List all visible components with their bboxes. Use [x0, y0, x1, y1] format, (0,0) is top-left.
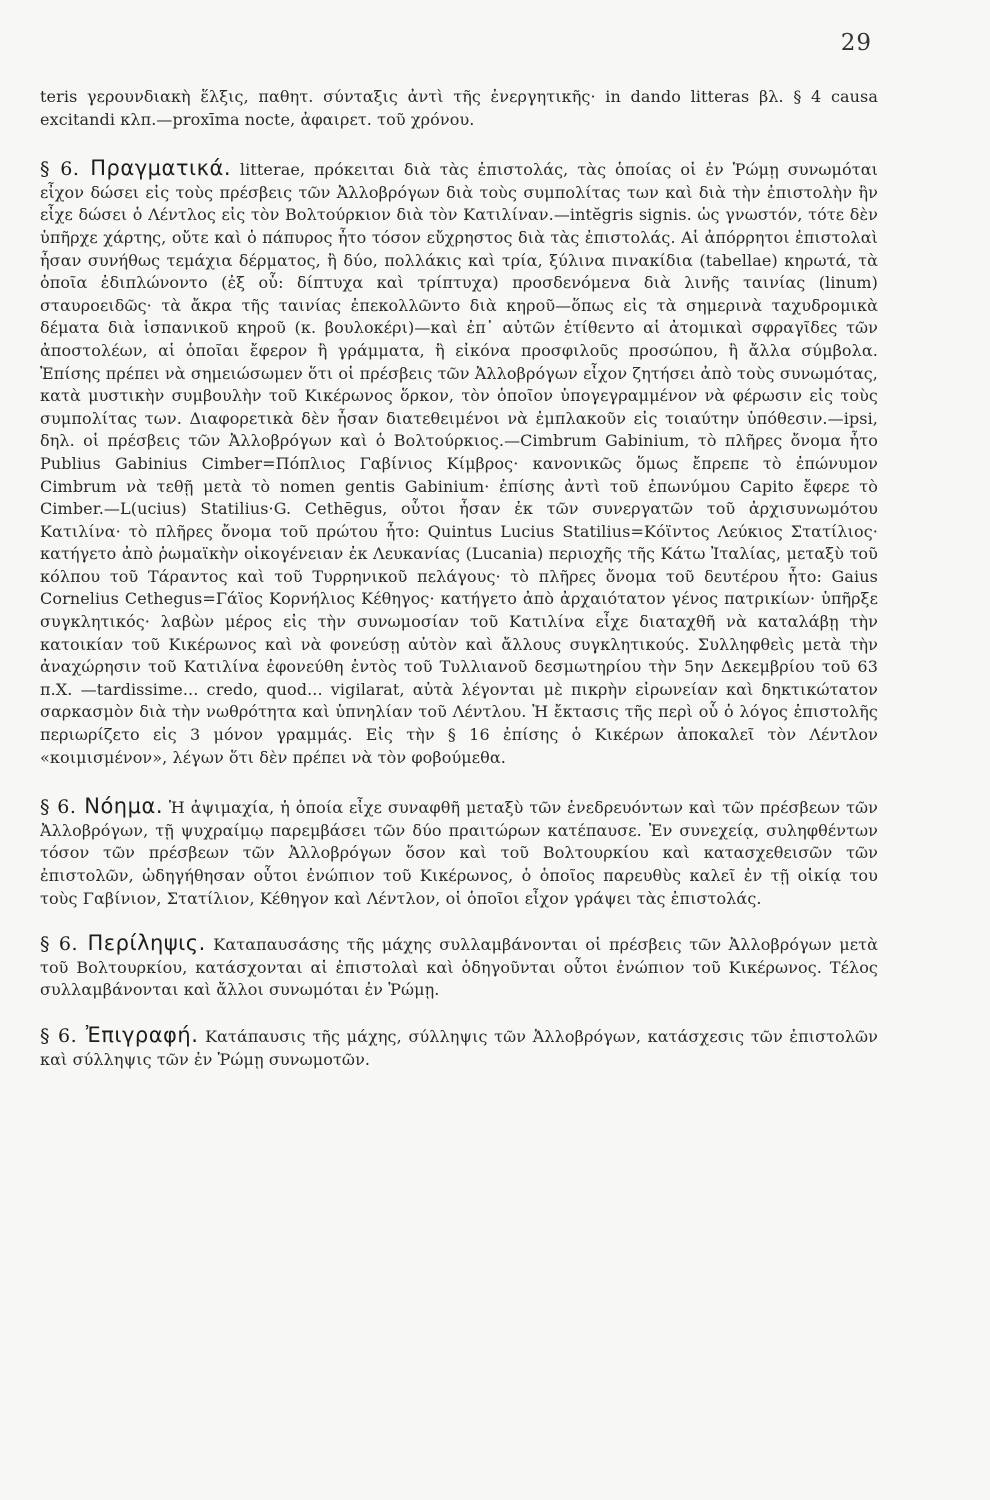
section-title: Πραγματικά. — [90, 156, 232, 181]
section-body: Ἡ ἀψιμαχία, ἡ ὁποία εἶχε συναφθῆ μεταξὺ τῶν ἐνεδρευόντων καὶ τῶν πρέσβεων τῶν Ἀλλοβρόγων, τῇ ψυχραίμῳ παρεμβάσει τῶν δύο πραιτώρων κατέπαυσε. Ἐν συνεχείᾳ, συληφθέντων τόσον τῶν πρέσβεων τῶν Ἀλλοβρόγων ὅσον καὶ τοῦ Βολτουρκίου καὶ κατασχεθεισῶν τῶν ἐπιστολῶν, ὡδηγήθησαν οὗτοι ἐνώπιον τοῦ Κικέρωνος, ὁ ὁποῖος παρευθὺς καλεῖ ἐν τῇ οἰκίᾳ του τοὺς Γαβίνιον, Στατίλιον, Κέθηγον καὶ Λέντλον, οἱ ὁποῖοι εἶχον γράψει τὰς ἐπιστολάς. — [40, 798, 879, 908]
section-body: Καταπαυσάσης τῆς μάχης συλλαμβάνονται οἱ πρέσβεις τῶν Ἀλλοβρόγων μετὰ τοῦ Βολτουρκίου, κατάσχονται αἱ ἐπιστολαὶ καὶ ὁδηγοῦνται οὗτοι ἐνώπιον τοῦ Κικέρωνος. Τέλος συλλαμβάνονται καὶ ἄλλοι συνωμόται ἐν Ῥώμῃ. — [40, 935, 879, 1000]
intro-paragraph: teris γερουνδιακὴ ἕλξις, παθητ. σύνταξις ἀντὶ τῆς ἐνεργητικῆς· in dando litteras βλ. § 4 causa excitandi κλπ.—proxīma nocte, ἀφαιρετ. τοῦ χρόνου. — [40, 87, 878, 129]
section-heading — [40, 931, 206, 955]
section-title: Ἐπιγραφή. — [85, 1022, 199, 1047]
section-heading — [40, 156, 231, 180]
text-column — [40, 86, 878, 1071]
section-symbol: § 6. — [40, 1024, 78, 1047]
section-body: Κατάπαυσις τῆς μάχης, σύλληψις τῶν Ἀλλοβρόγων, κατάσχεσις τῶν ἐπιστολῶν καὶ σύλληψις τῶν ἐν Ῥώμῃ συνωμοτῶν. — [40, 1026, 879, 1069]
page-number: 29 — [840, 30, 872, 56]
section-symbol: § 6. — [40, 158, 80, 181]
section-perilipsis — [40, 932, 878, 1002]
section-symbol: § 6. — [40, 796, 77, 819]
section-heading — [40, 1023, 198, 1047]
section-epigrafi — [40, 1024, 878, 1071]
section-heading — [40, 794, 163, 818]
section-title: Νόημα. — [84, 794, 163, 819]
section-pragmatika — [40, 157, 878, 769]
section-body: litterae, πρόκειται διὰ τὰς ἐπιστολάς, τὰς ὁποίας οἱ ἐν Ῥώμῃ συνωμόται εἶχον δώσει εἰς τοὺς πρέσβεις τῶν Ἀλλοβρόγων διὰ τοὺς συμπολίτας των καὶ διὰ τὴν ἐπιστολὴν ἣν εἶχε δώσει ὁ Λέντλος εἰς τὸν Βολτούρκιον διὰ τὸν Κατιλίναν.—intĕgris signis. ὡς γνωστόν, τότε δὲν ὑπῆρχε χάρτης, οὔτε καὶ ὁ πάπυρος ἦτο τόσον εὔχρηστος διὰ τὰς ἐπιστολάς. Αἱ ἀπόρρητοι ἐπιστολαὶ ἦσαν συνήθως τεμάχια δέρματος, ἢ δύο, πολλάκις καὶ τρία, ξύλινα πινακίδια (tabellae) κηρωτά, τὰ ὁποῖα ἐδιπλώνοντο (ἐξ οὗ: δίπτυχα καὶ τρίπτυχα) προσδενόμενα διὰ λινῆς ταινίας (linum) σταυροειδῶς· τὰ ἄκρα τῆς ταινίας ἐπεκολλῶντο διὰ κηροῦ—ὅπως εἰς τὰ σημερινὰ ταχυδρομικὰ δέματα διὰ ἱσπανικοῦ κηροῦ (κ. βουλοκέρι)—καὶ ἐπ᾽ αὐτῶν ἐτίθεντο αἱ ἀτομικαὶ σφραγῖδες τῶν ἀποστολέων, αἱ ὁποῖαι ἔφερον ἢ γράμματα, ἢ εἰκόνα προσφιλοῦς προσώπου, ἢ ἄλλα σύμβολα. Ἐπίσης πρέπει νὰ σημειώσωμεν ὅτι οἱ πρέσβεις τῶν Ἀλλοβρόγων εἶχον ζητήσει ἀπὸ τοὺς συνωμότας, κατὰ μυστικὴν συμβουλὴν τοῦ Κικέρωνος ὅρκον, τὸν ὁποῖον ὑπογεγραμμένον νὰ φέρωσιν εἰς τοὺς συμπολίτας των. Διαφορετικὰ δὲν ἦσαν διατεθειμένοι νὰ ἐμπλακοῦν εἰς τοιαύτην ὑπόθεσιν.—ipsi, δηλ. οἱ πρέσβεις τῶν Ἀλλοβρόγων καὶ ὁ Βολτούρκιος.—Cimbrum Gabinium, τὸ πλῆρες ὄνομα ἦτο Publius Gabinius Cimber=Πόπλιος Γαβίνιος Κίμβρος· κανονικῶς ὅμως ἔπρεπε τὸ ἐπώνυμον Cimbrum νὰ τεθῇ μετὰ τὸ nomen gentis Gabinium· ἐπίσης ἀντὶ τοῦ ἐπωνύμου Capito ἔφερε τὸ Cimber.—L(ucius) Statilius·G. Cethēgus, οὗτοι ἦσαν ἐκ τῶν συνεργατῶν τοῦ ἀρχισυνωμότου Κατιλίνα· τὸ πλῆρες ὄνομα τοῦ πρώτου ἦτο: Quintus Lucius Statilius=Κόϊντος Λεύκιος Στατίλιος· κατήγετο ἀπὸ ῥωμαϊκὴν οἰκογένειαν ἐκ Λευκανίας (Lucania) περιοχῆς τῆς Κάτω Ἰταλίας, μεταξὺ τοῦ κόλπου τοῦ Τάραντος καὶ τοῦ Τυρρηνικοῦ πελάγους· τὸ πλῆρες ὄνομα τοῦ δευτέρου ἦτο: Gaius Cornelius Cethegus=Γάϊος Κορνήλιος Κέθηγος· κατήγετο ἀπὸ ἀρχαιότατον γένος πατρικίων· ὑπῆρξε συγκλητικός· λαβὼν μέρος εἰς τὴν συνωμοσίαν τοῦ Κατιλίνα εἶχε διαταχθῆ νὰ καταλάβῃ τὴν κατοικίαν τοῦ Κικέρωνος καὶ νὰ φονεύσῃ αὐτὸν καὶ ἄλλους συγκλητικούς. Συλληφθεὶς μετὰ τὴν ἀναχώρησιν τοῦ Κατιλίνα ἐφονεύθη ἐντὸς τοῦ Τυλλιανοῦ δεσμωτηρίου τὴν 5ην Δεκεμβρίου τοῦ 63 π.Χ. —tardissime... credo, quod... vigilarat, αὐτὰ λέγονται μὲ πικρὴν εἰρωνείαν καὶ δηκτικώτατον σαρκασμὸν διὰ τὴν νωθρότητα καὶ ὑπνηλίαν τοῦ Λέντλου. Ἡ ἔκτασις τῆς περὶ οὗ ὁ λόγος ἐπιστολῆς περιωρίζετο εἰς 3 μόνον γραμμάς. Εἰς τὴν § 16 ἐπίσης ὁ Κικέρων ἀποκαλεῖ τὸν Λέντλον «κοιμισμένον», λέγων ὅτι δὲν πρέπει νὰ τὸν φοβούμεθα. — [40, 160, 878, 767]
section-title: Περίληψις. — [87, 931, 206, 956]
section-noima — [40, 795, 878, 910]
section-symbol: § 6. — [40, 933, 78, 956]
